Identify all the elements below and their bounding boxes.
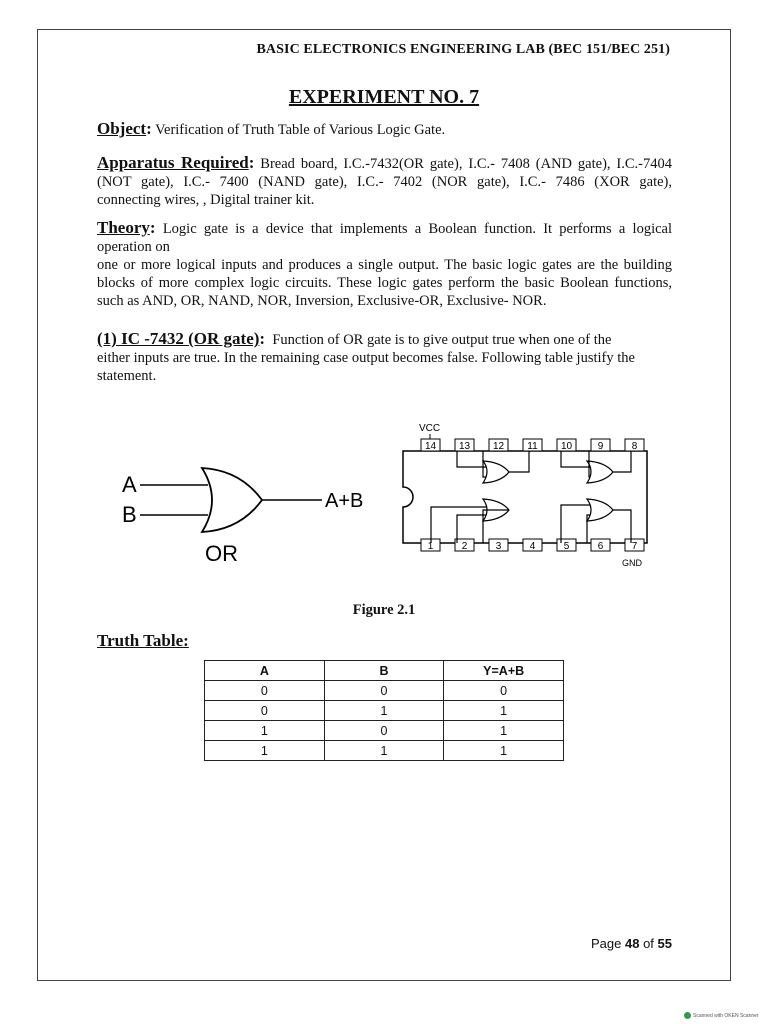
experiment-title: EXPERIMENT NO. 7 — [288, 86, 480, 108]
object-text: Verification of Truth Table of Various Logic Gate. — [155, 122, 446, 138]
apparatus-label: Apparatus Required — [97, 153, 249, 172]
pin-2 — [455, 539, 474, 552]
apparatus-section — [97, 154, 672, 209]
page-header: BASIC ELECTRONICS ENGINEERING LAB (BEC 151/BEC 251) — [256, 42, 670, 57]
table-cell: 0 — [324, 681, 444, 701]
or-gate-line-1: (1) IC -7432 (OR gate): Function of OR gate is to give output true when one of the — [97, 329, 612, 348]
gnd-label: GND — [622, 558, 642, 568]
theory-line-4: blocks of more complex logic circuits. These logic gates perform the basic Boolean functions, — [97, 275, 672, 291]
gate-name-label: OR — [205, 541, 238, 566]
theory-line-1: Theory: Logic gate is a device that implements a Boolean function. It performs a logical — [97, 218, 673, 237]
table-cell: 0 — [444, 681, 564, 701]
ic-body — [403, 451, 647, 543]
table-cell: 0 — [324, 721, 444, 741]
table-cell: 1 — [444, 701, 564, 721]
table-row — [205, 681, 564, 701]
pin-number: 12 — [492, 441, 505, 452]
truth-table — [204, 660, 564, 761]
object-section: Object: Verification of Truth Table of Various Logic Gate. — [97, 119, 446, 138]
pin-number: 14 — [424, 441, 437, 452]
table-cell: 1 — [444, 721, 564, 741]
scanner-watermark: Scanned with OKEN Scanner — [684, 1012, 759, 1019]
pin-number: 7 — [631, 541, 638, 552]
pin-9 — [591, 439, 610, 452]
table-row — [205, 741, 564, 761]
pin-number: 4 — [529, 541, 536, 552]
pin-number: 6 — [597, 541, 604, 552]
pin-number: 13 — [458, 441, 471, 452]
column-header: A — [205, 661, 325, 681]
pin-number: 1 — [427, 541, 434, 552]
vcc-label: VCC — [419, 423, 441, 434]
scanner-logo-icon — [684, 1012, 691, 1019]
theory-line-5: such as AND, OR, NAND, NOR, Inversion, Exclusive-OR, Exclusive- NOR. — [97, 293, 547, 309]
pin-14 — [421, 439, 440, 452]
pin-13 — [455, 439, 474, 452]
input-b-label: B — [122, 502, 137, 527]
pin-number: 10 — [560, 441, 573, 452]
output-label: A+B — [325, 490, 364, 512]
column-header: B — [324, 661, 444, 681]
table-cell: 1 — [324, 701, 444, 721]
pin-number: 3 — [495, 541, 502, 552]
table-row — [205, 701, 564, 721]
figure-caption: Figure 2.1 — [352, 602, 416, 618]
theory-line-2: operation on — [97, 239, 170, 255]
object-label: Object — [97, 119, 147, 138]
table-cell: 1 — [205, 741, 325, 761]
pin-5 — [557, 539, 576, 552]
truth-table-header-row — [205, 661, 564, 681]
apparatus-line-3: connecting wires, , Digital trainer kit. — [97, 192, 315, 208]
pin-6 — [591, 539, 610, 552]
or-gate-line-3: statement. — [97, 368, 157, 384]
pin-10 — [557, 439, 576, 452]
table-row — [205, 721, 564, 741]
pin-11 — [523, 439, 542, 452]
theory-line-3: one or more logical inputs and produces a single output. The basic logic gates are the building — [97, 257, 672, 273]
pin-number: 11 — [527, 441, 538, 452]
ic-7432-pinout — [395, 415, 665, 575]
internal-gates — [431, 451, 631, 543]
or-gate-line-2: either inputs are true. In the remaining case output becomes false. Following table justify the — [97, 350, 635, 366]
pin-number: 2 — [461, 541, 468, 552]
table-cell: 1 — [324, 741, 444, 761]
pin-12 — [489, 439, 508, 452]
input-a-label: A — [122, 472, 137, 497]
page-number: Page 48 of 55 — [590, 936, 672, 951]
pin-number: 9 — [597, 441, 604, 452]
pin-8 — [625, 439, 644, 452]
table-cell: 0 — [205, 701, 325, 721]
apparatus-line-2: (NOT gate), I.C.- 7400 (NAND gate), I.C.- 7402 (NOR gate), I.C.- 7486 (XOR gate), — [97, 174, 672, 190]
pin-3 — [489, 539, 508, 552]
or-gate-section — [97, 330, 672, 385]
pin-number: 5 — [563, 541, 570, 552]
or-gate-symbol — [110, 460, 380, 570]
table-cell: 1 — [205, 721, 325, 741]
theory-section — [97, 219, 672, 310]
pin-number: 8 — [631, 441, 638, 452]
column-header: Y=A+B — [444, 661, 564, 681]
truth-table-heading: Truth Table: — [97, 631, 189, 650]
apparatus-line-1: Apparatus Required: Bread board, I.C.-7432(OR gate), I.C.- 7408 (AND gate), I.C.-7404 — [97, 153, 673, 172]
table-cell: 1 — [444, 741, 564, 761]
theory-label: Theory — [97, 218, 150, 237]
pin-7 — [625, 539, 644, 552]
or-gate-label: (1) IC -7432 (OR gate) — [97, 329, 260, 348]
table-cell: 0 — [205, 681, 325, 701]
pin-4 — [523, 539, 542, 552]
